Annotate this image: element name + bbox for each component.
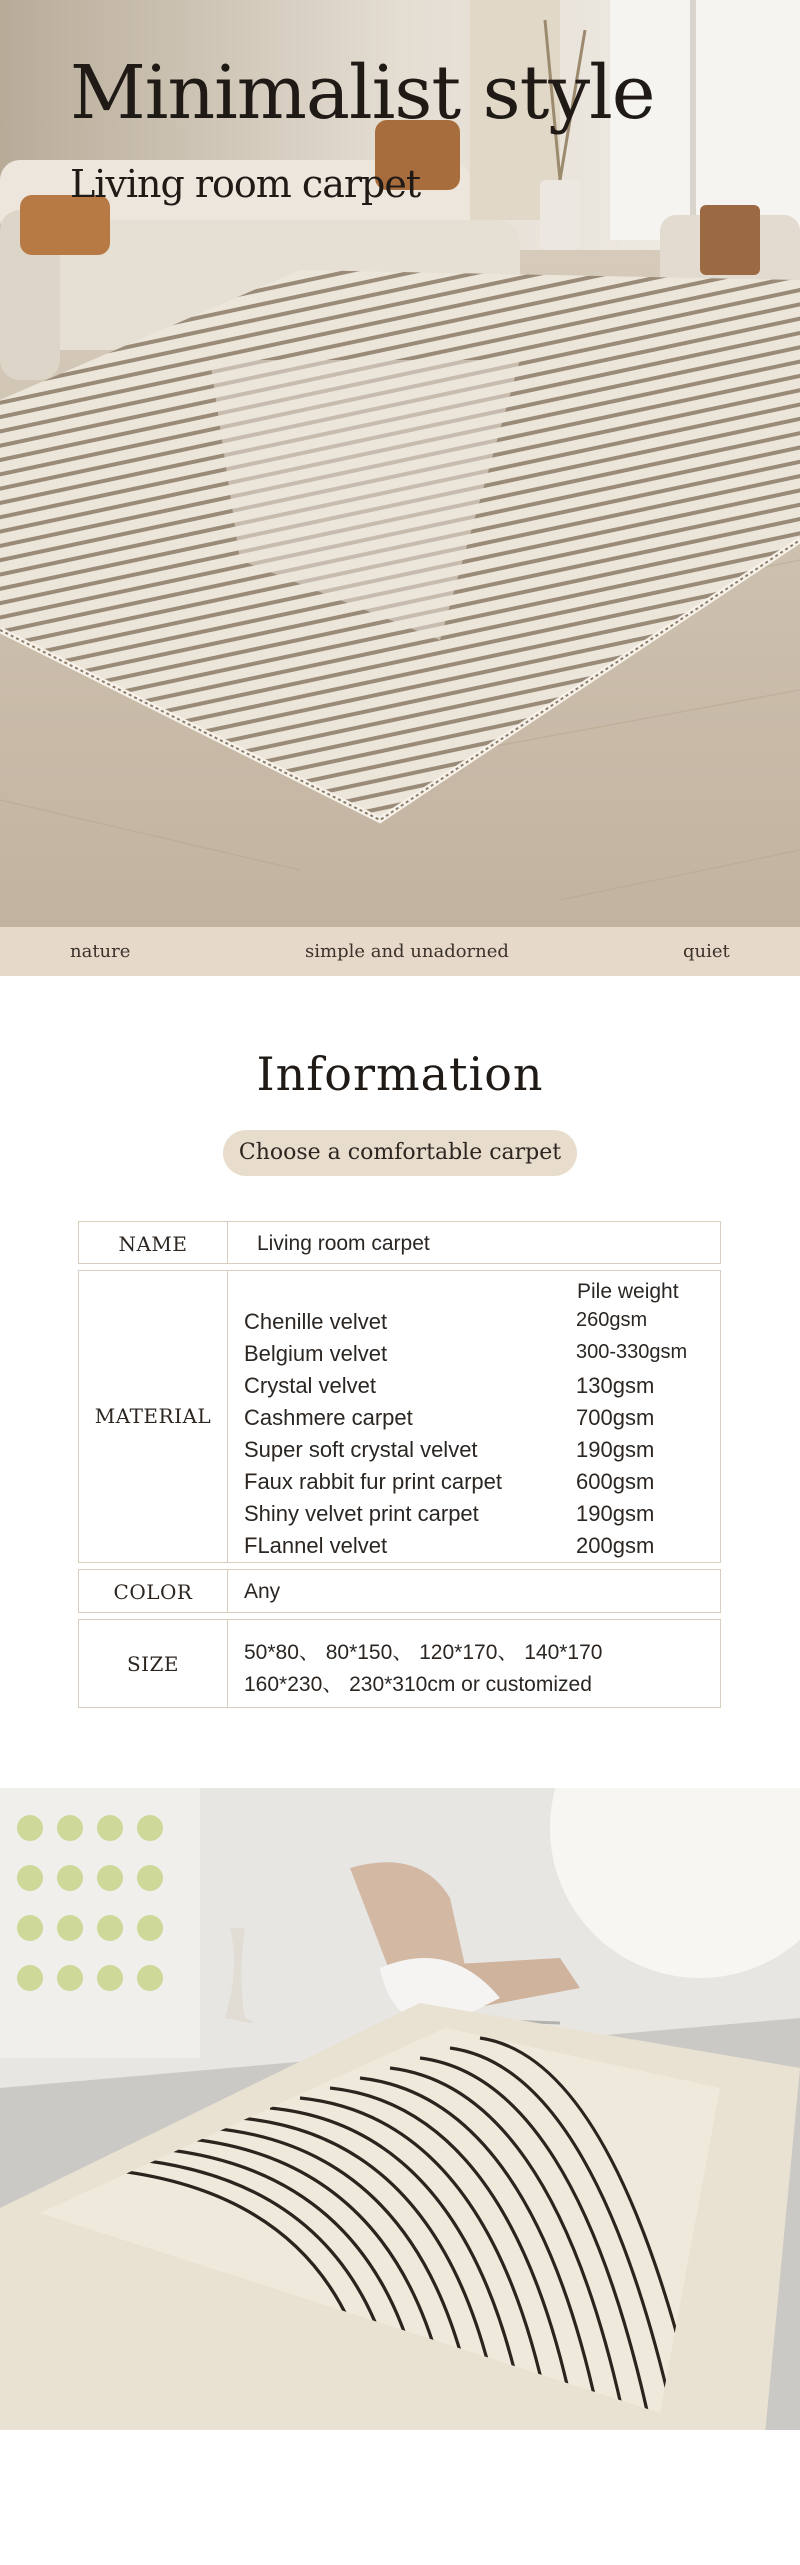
material-label: MATERIAL (94, 1404, 212, 1428)
size-label: SIZE (126, 1652, 180, 1676)
name-row (78, 1221, 721, 1264)
material-row (78, 1270, 721, 1563)
material-item (244, 1309, 714, 1341)
material-item (244, 1405, 714, 1437)
information-title: Information (256, 1047, 544, 1101)
color-label: COLOR (113, 1580, 193, 1604)
size-line-2: 160*230、 230*310cm or customized (244, 1673, 592, 1696)
material-item (244, 1533, 714, 1565)
material-name: Belgium velvet (244, 1341, 388, 1366)
material-weight: 700gsm (576, 1405, 655, 1430)
tagline-bar (0, 927, 800, 976)
tagline-simple: simple and unadorned (305, 941, 509, 962)
material-name: Super soft crystal velvet (244, 1437, 478, 1462)
material-weight: 190gsm (576, 1501, 655, 1526)
material-weight: 300-330gsm (576, 1341, 688, 1363)
hero-subtitle: Living room carpet (70, 162, 421, 206)
scene-image (0, 1788, 800, 2486)
comfortable-carpet-pill: Choose a comfortable carpet (223, 1130, 577, 1176)
hero-title: Minimalist style (70, 50, 655, 136)
tagline-nature: nature (70, 941, 131, 962)
color-divider (227, 1570, 228, 1612)
material-item (244, 1341, 714, 1373)
material-item (244, 1437, 714, 1469)
name-value: Living room carpet (257, 1232, 430, 1255)
material-name: FLannel velvet (244, 1533, 388, 1558)
material-divider (227, 1271, 228, 1562)
material-item (244, 1501, 714, 1533)
tagline-quiet: quiet (683, 941, 730, 962)
material-name: Chenille velvet (244, 1309, 388, 1334)
material-item (244, 1373, 714, 1405)
material-weight: 600gsm (576, 1469, 655, 1494)
material-weight: 190gsm (576, 1437, 655, 1462)
material-weight: 260gsm (576, 1309, 648, 1331)
material-item (244, 1469, 714, 1501)
material-name: Faux rabbit fur print carpet (244, 1469, 503, 1494)
color-row (78, 1569, 721, 1613)
material-name: Crystal velvet (244, 1373, 377, 1398)
size-row (78, 1619, 721, 1708)
pile-weight-header: Pile weight (577, 1280, 679, 1303)
scene-illustration (0, 1788, 800, 2486)
name-divider (227, 1222, 228, 1263)
color-value: Any (244, 1580, 281, 1603)
size-divider (227, 1620, 228, 1707)
material-weight: 200gsm (576, 1533, 655, 1558)
material-name: Cashmere carpet (244, 1405, 413, 1430)
material-name: Shiny velvet print carpet (244, 1501, 479, 1526)
material-weight: 130gsm (576, 1373, 655, 1398)
hero-banner (0, 0, 800, 927)
size-line-1: 50*80、 80*150、 120*170、 140*170 (244, 1641, 603, 1664)
name-label: NAME (118, 1232, 188, 1256)
hero-illustration (0, 0, 800, 927)
